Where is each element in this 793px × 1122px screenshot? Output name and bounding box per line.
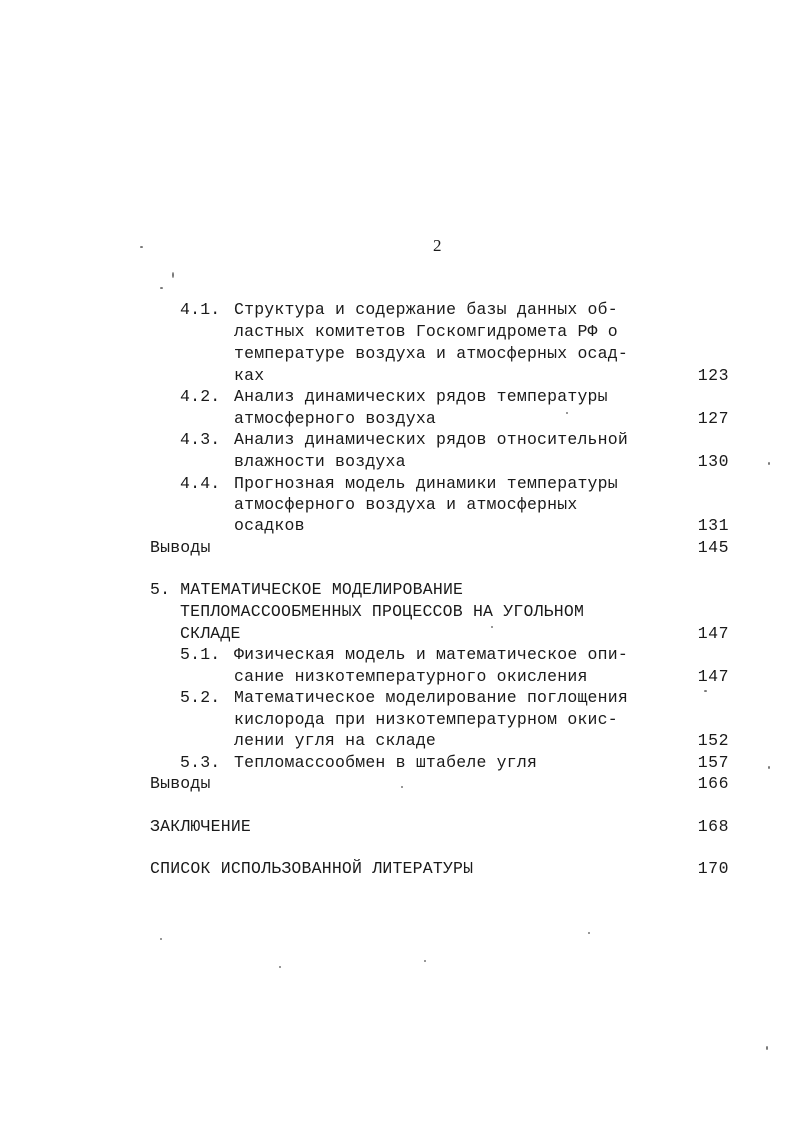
toc-title-line: Структура и содержание базы данных об- [234,300,618,319]
toc-title-line: СКЛАДЕ [180,624,241,643]
toc-title-line: ках [234,366,265,385]
toc-title-line: ТЕПЛОМАССООБМЕННЫХ ПРОЦЕССОВ НА УГОЛЬНОМ [180,602,585,621]
toc-page: 130 [697,452,729,471]
toc-title-line: сание низкотемпературного окисления [234,667,588,686]
page-number: 2 [433,236,442,255]
toc-title-line: Анализ динамических рядов температуры [234,387,608,406]
toc-title-line: Прогнозная модель динамики температуры [234,474,618,493]
toc-title-line: ЗАКЛЮЧЕНИЕ [150,817,252,836]
toc-number: 4.1. [180,300,221,319]
toc-title-line: Выводы [150,538,211,557]
toc-title-line: ластных комитетов Госкомгидромета РФ о [234,322,618,341]
toc-title-line: температуре воздуха и атмосферных осад- [234,344,628,363]
toc-title-line: Тепломассообмен в штабеле угля [234,753,538,772]
toc-title-line: Анализ динамических рядов относительной [234,430,628,449]
toc-page: 168 [697,817,729,836]
toc-number: 5.3. [180,753,221,772]
toc-page: 170 [697,859,729,878]
toc-title-line: лении угля на складе [234,731,437,750]
toc-title-line: влажности воздуха [234,452,406,471]
toc-page: 147 [697,624,729,643]
toc-title-line: атмосферного воздуха и атмосферных [234,495,578,514]
toc-title-line: СПИСОК ИСПОЛЬЗОВАННОЙ ЛИТЕРАТУРЫ [150,859,474,878]
toc-title-line: Выводы [150,774,211,793]
toc-number: 4.2. [180,387,221,406]
toc-page: 152 [697,731,729,750]
toc-title-line: 5. МАТЕМАТИЧЕСКОЕ МОДЕЛИРОВАНИЕ [150,580,464,599]
toc-page: 147 [697,667,729,686]
toc-page: 145 [697,538,729,557]
toc-page: 157 [697,753,729,772]
toc-title-line: атмосферного воздуха [234,409,437,428]
toc-number: 4.4. [180,474,221,493]
toc-page: 127 [697,409,729,428]
toc-title-line: Физическая модель и математическое опи- [234,645,628,664]
toc-title-line: осадков [234,516,305,535]
toc-page: 131 [697,516,729,535]
toc-title-line: Математическое моделирование поглощения [234,688,628,707]
toc-page: 123 [697,366,729,385]
toc-number: 5.2. [180,688,221,707]
toc-number: 4.3. [180,430,221,449]
toc-number: 5.1. [180,645,221,664]
toc-page: 166 [697,774,729,793]
toc-title-line: кислорода при низкотемпературном окис- [234,710,618,729]
